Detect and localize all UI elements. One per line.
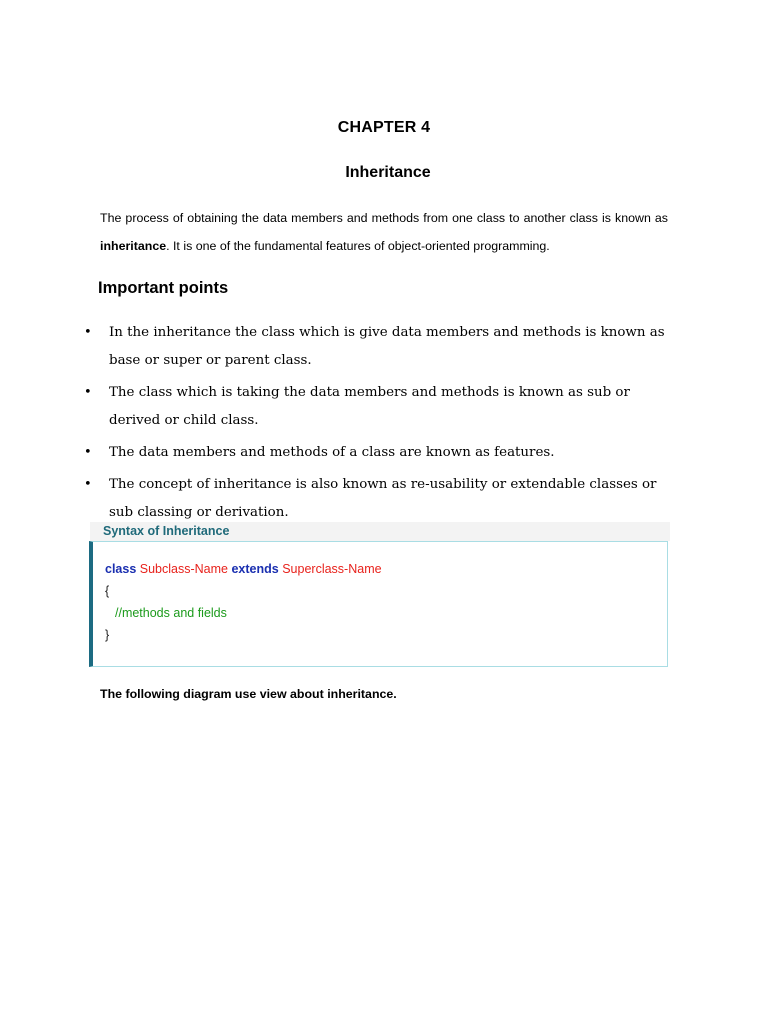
- intro-bold-term: inheritance: [100, 239, 167, 253]
- intro-paragraph: [100, 204, 668, 260]
- code-keyword-extends: extends: [231, 562, 279, 576]
- syntax-header-label: Syntax of Inheritance: [103, 524, 230, 538]
- chapter-title: Inheritance: [345, 164, 431, 181]
- point-text: The concept of inheritance is also known as re-usability or extendable classes or sub classing or derivation.: [109, 477, 657, 520]
- code-open-brace: {: [105, 584, 110, 598]
- bullet-icon: •: [84, 445, 92, 460]
- code-comment: //methods and fields: [115, 606, 227, 620]
- bullet-icon: •: [84, 477, 92, 492]
- list-item: [0, 471, 669, 527]
- code-keyword-class: class: [105, 562, 137, 576]
- list-item: [0, 439, 669, 467]
- bullet-icon: •: [84, 385, 92, 400]
- code-superclass-name: Superclass-Name: [282, 562, 382, 576]
- chapter-number: CHAPTER 4: [337, 119, 431, 136]
- list-item: [0, 319, 669, 375]
- important-points-list: [0, 319, 768, 531]
- point-text: In the inheritance the class which is give data members and methods is known as base or super or parent class.: [109, 325, 665, 368]
- diagram-note: The following diagram use view about inheritance.: [100, 687, 397, 701]
- code-line-declaration: [105, 562, 382, 576]
- code-subclass-name: Subclass-Name: [139, 562, 228, 576]
- syntax-header-bar: [90, 522, 670, 541]
- important-points-heading: Important points: [98, 279, 229, 297]
- bullet-icon: •: [84, 325, 92, 340]
- intro-text-before: The process of obtaining the data members and methods from one class to another class is known as: [100, 211, 668, 225]
- point-text: The class which is taking the data members and methods is known as sub or derived or child class.: [109, 385, 630, 428]
- code-close-brace: }: [105, 628, 110, 642]
- intro-text-after: . It is one of the fundamental features of object-oriented programming.: [166, 239, 550, 253]
- list-item: [0, 379, 669, 435]
- code-block: [89, 541, 668, 667]
- point-text: The data members and methods of a class are known as features.: [109, 445, 555, 460]
